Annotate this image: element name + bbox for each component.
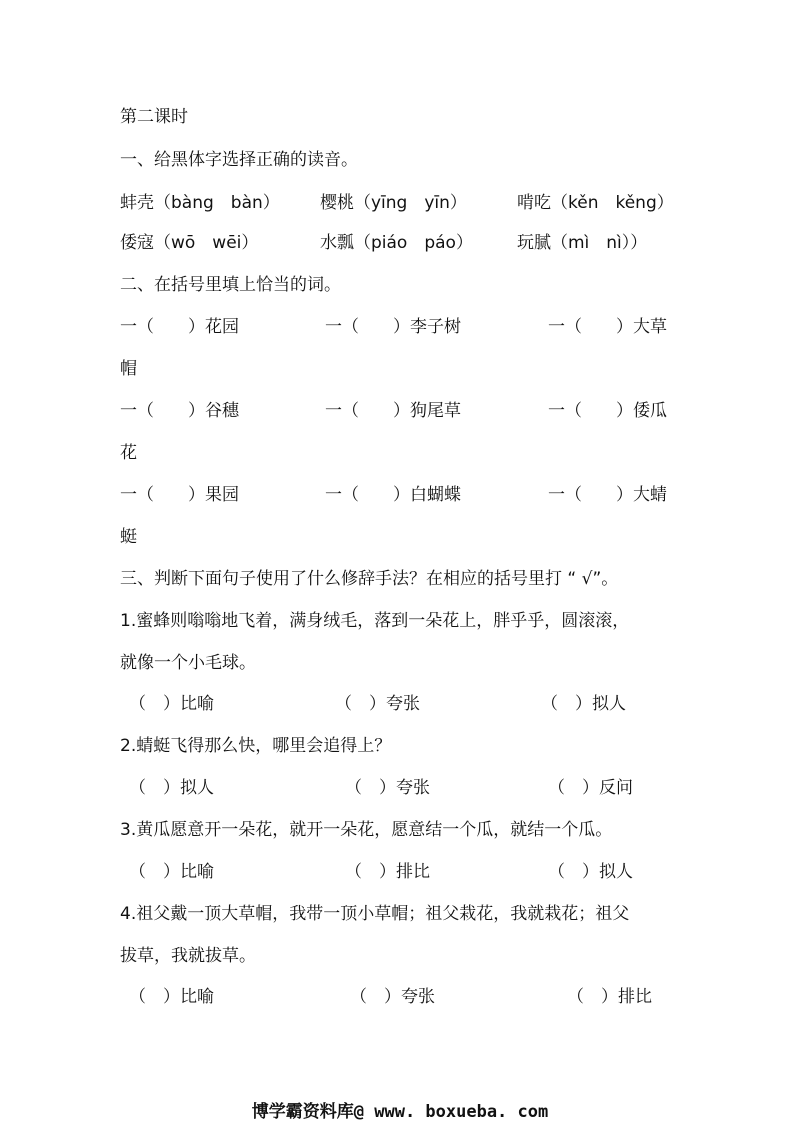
rhetoric-option: （ ）比喻 — [129, 862, 214, 882]
rhetoric-option: （ ）比喻 — [129, 694, 214, 714]
rhetoric-option: （ ）排比 — [567, 987, 652, 1007]
rhetoric-option: （ ）夸张 — [350, 987, 435, 1007]
section3-heading: 三、判断下面句子使用了什么修辞手法？在相应的括号里打 “ √”。 — [120, 569, 619, 589]
rhetoric-option: （ ）夸张 — [345, 778, 430, 798]
fill-blank-item: 一（ ）倭瓜 — [548, 401, 667, 421]
rhetoric-option: （ ）拟人 — [548, 862, 633, 882]
fill-blank-item: 一（ ）狗尾草 — [325, 401, 461, 421]
fill-blank-item: 一（ ）大蜻 — [548, 485, 667, 505]
fill-blank-item: 一（ ）谷穗 — [120, 401, 239, 421]
fill-blank-wrap: 花 — [120, 443, 137, 463]
pinyin-item: 水瓢（piáo páo） — [320, 233, 473, 253]
question-text: 拔草，我就拔草。 — [120, 946, 256, 966]
rhetoric-option: （ ）比喻 — [129, 987, 214, 1007]
question-text: 就像一个小毛球。 — [120, 653, 256, 673]
section2-heading: 二、在括号里填上恰当的词。 — [120, 275, 341, 295]
fill-blank-item: 一（ ）花园 — [120, 317, 239, 337]
fill-blank-wrap: 帽 — [120, 359, 137, 379]
section1-heading: 一、给黑体字选择正确的读音。 — [120, 150, 358, 170]
pinyin-item: 倭寇（wō wēi） — [120, 233, 259, 253]
pinyin-item: 樱桃（yīng yīn） — [320, 193, 467, 213]
pinyin-item: 玩腻（mì nì）） — [517, 233, 648, 253]
question-text: 1.蜜蜂则嗡嗡地飞着，满身绒毛，落到一朵花上，胖乎乎，圆滚滚， — [120, 611, 630, 631]
rhetoric-option: （ ）拟人 — [541, 694, 626, 714]
lesson-title: 第二课时 — [120, 107, 188, 127]
question-text: 3.黄瓜愿意开一朵花，就开一朵花，愿意结一个瓜，就结一个瓜。 — [120, 820, 613, 840]
fill-blank-wrap: 蜓 — [120, 527, 137, 547]
fill-blank-item: 一（ ）白蝴蝶 — [325, 485, 461, 505]
rhetoric-option: （ ）夸张 — [335, 694, 420, 714]
rhetoric-option: （ ）反问 — [548, 778, 633, 798]
rhetoric-option: （ ）拟人 — [129, 778, 214, 798]
question-text: 4.祖父戴一顶大草帽，我带一顶小草帽；祖父栽花，我就栽花；祖父 — [120, 904, 630, 924]
fill-blank-item: 一（ ）大草 — [548, 317, 667, 337]
pinyin-item: 蚌壳（bàng bàn） — [120, 193, 280, 213]
rhetoric-option: （ ）排比 — [345, 862, 430, 882]
fill-blank-item: 一（ ）李子树 — [325, 317, 461, 337]
fill-blank-item: 一（ ）果园 — [120, 485, 239, 505]
pinyin-item: 啃吃（kěn kěng） — [517, 193, 674, 213]
question-text: 2.蜻蜓飞得那么快，哪里会追得上？ — [120, 736, 392, 756]
footer-watermark: 博学霸资料库@ www. boxueba. com — [251, 1102, 549, 1122]
